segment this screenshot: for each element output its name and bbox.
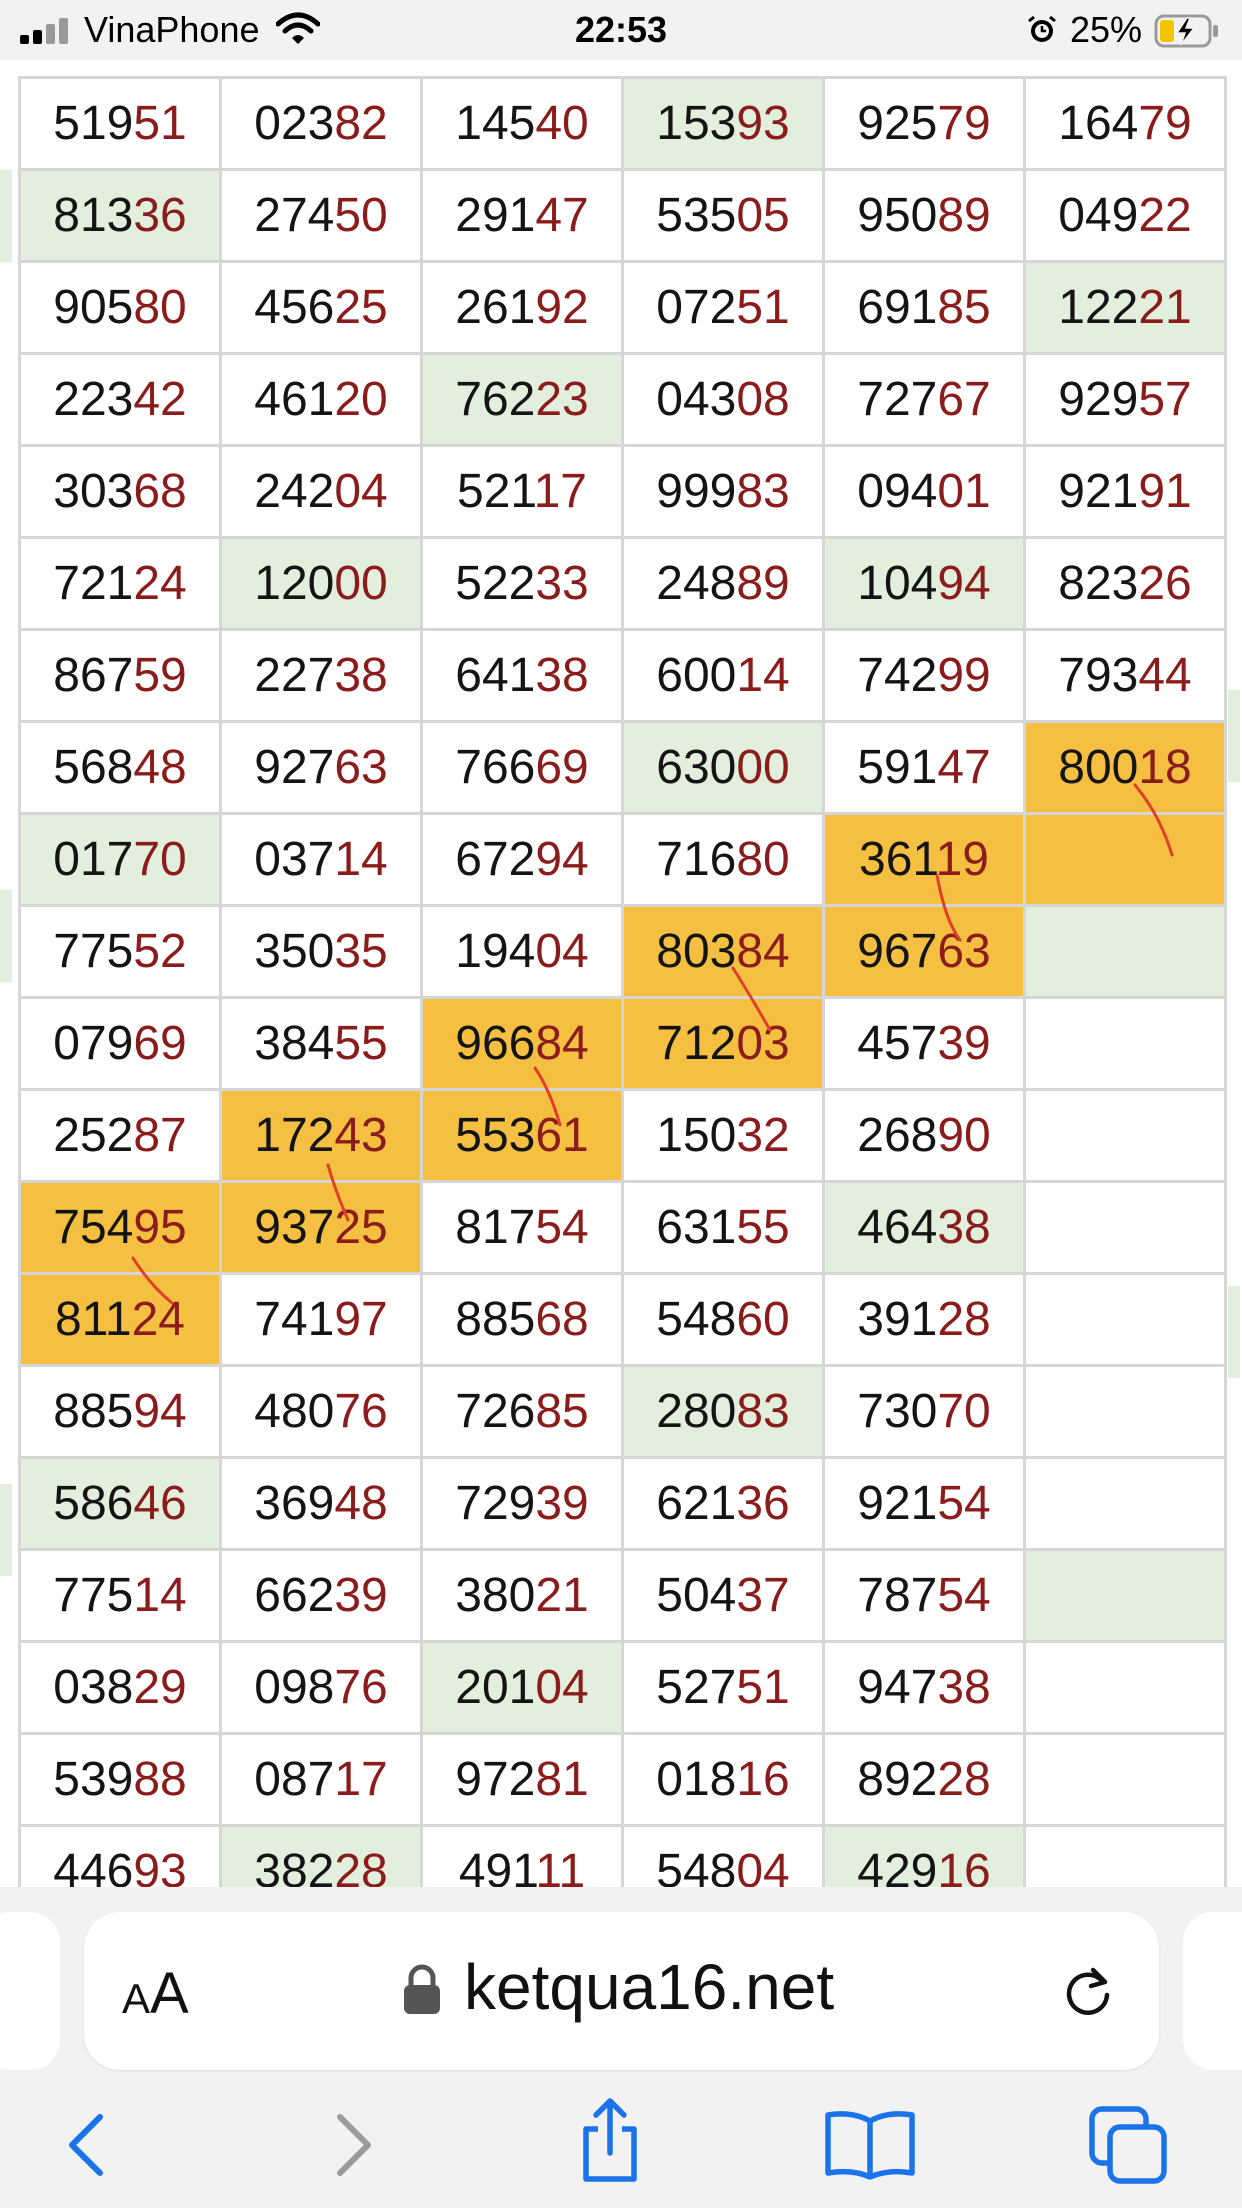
result-cell <box>623 906 824 998</box>
result-number: 54860 <box>656 1293 790 1346</box>
result-number: 51951 <box>53 97 187 150</box>
result-cell <box>1025 1182 1226 1274</box>
result-number: 58646 <box>53 1477 187 1530</box>
result-number: 07251 <box>656 281 790 334</box>
result-cell <box>422 1366 623 1458</box>
result-cell <box>20 170 221 262</box>
result-cell <box>422 1274 623 1366</box>
table-row <box>20 1826 1226 1888</box>
result-number: 72767 <box>857 373 991 426</box>
result-cell <box>824 1826 1025 1888</box>
result-cell <box>221 78 422 170</box>
result-cell <box>422 262 623 354</box>
result-cell <box>1025 1274 1226 1366</box>
result-number: 86759 <box>53 649 187 702</box>
result-cell <box>422 1090 623 1182</box>
result-number: 22342 <box>53 373 187 426</box>
result-number: 74197 <box>254 1293 388 1346</box>
result-number: 49111 <box>458 1845 586 1887</box>
result-number: 38455 <box>254 1017 388 1070</box>
result-cell <box>824 1366 1025 1458</box>
result-cell <box>623 1366 824 1458</box>
table-row <box>20 1550 1226 1642</box>
result-cell <box>20 538 221 630</box>
address-bar[interactable] <box>84 1912 1159 2070</box>
table-row <box>20 78 1226 170</box>
edge-cell-right <box>1228 1286 1240 1378</box>
result-cell <box>221 630 422 722</box>
result-number: 25287 <box>53 1109 187 1162</box>
reload-icon[interactable] <box>1059 1962 1117 2020</box>
share-icon[interactable] <box>570 2095 650 2185</box>
result-number: 27450 <box>254 189 388 242</box>
result-cell <box>1025 170 1226 262</box>
result-cell <box>20 1274 221 1366</box>
result-cell <box>623 538 824 630</box>
result-number: 81336 <box>53 189 187 242</box>
result-cell <box>824 722 1025 814</box>
result-number: 88594 <box>53 1385 187 1438</box>
result-cell <box>20 998 221 1090</box>
table-row <box>20 722 1226 814</box>
result-number: 03829 <box>53 1661 187 1714</box>
lock-icon <box>402 1964 442 2016</box>
result-number: 15032 <box>656 1109 790 1162</box>
result-number: 92957 <box>1058 373 1192 426</box>
edge-cell-left <box>0 890 12 982</box>
result-number: 66239 <box>254 1569 388 1622</box>
edge-cell-left <box>0 1484 12 1576</box>
result-number: 59147 <box>857 741 991 794</box>
result-number: 53505 <box>656 189 790 242</box>
result-cell <box>422 446 623 538</box>
result-number: 28083 <box>656 1385 790 1438</box>
result-number: 45739 <box>857 1017 991 1070</box>
result-cell <box>1025 814 1226 906</box>
result-number: 55361 <box>455 1109 589 1162</box>
result-cell <box>221 1366 422 1458</box>
result-number: 72939 <box>455 1477 589 1530</box>
previous-tab-preview[interactable] <box>0 1912 60 2070</box>
result-cell <box>623 354 824 446</box>
results-table <box>18 76 1227 1887</box>
result-number: 71203 <box>656 1017 790 1070</box>
url-text[interactable]: ketqua16.net <box>464 1951 835 2023</box>
table-row <box>20 354 1226 446</box>
result-cell <box>221 722 422 814</box>
result-cell <box>422 1550 623 1642</box>
result-cell <box>1025 538 1226 630</box>
result-number: 07969 <box>53 1017 187 1070</box>
result-cell <box>623 1090 824 1182</box>
result-number: 14540 <box>455 97 589 150</box>
bookmarks-icon[interactable] <box>822 2109 918 2181</box>
result-cell <box>221 1826 422 1888</box>
result-cell <box>623 630 824 722</box>
result-number: 77514 <box>53 1569 187 1622</box>
result-number: 80018 <box>1058 741 1192 794</box>
result-cell <box>422 1734 623 1826</box>
result-cell <box>824 1550 1025 1642</box>
result-cell <box>1025 906 1226 998</box>
result-number: 76223 <box>455 373 589 426</box>
result-number: 26192 <box>455 281 589 334</box>
result-cell <box>221 906 422 998</box>
tabs-icon[interactable] <box>1086 2103 1172 2189</box>
result-cell <box>20 1550 221 1642</box>
result-cell <box>824 1274 1025 1366</box>
result-number: 79344 <box>1058 649 1192 702</box>
result-number: 88568 <box>455 1293 589 1346</box>
result-cell <box>422 1182 623 1274</box>
table-row <box>20 1642 1226 1734</box>
result-cell <box>824 78 1025 170</box>
result-number: 24204 <box>254 465 388 518</box>
result-cell <box>20 262 221 354</box>
result-cell <box>422 1458 623 1550</box>
result-number: 02382 <box>254 97 388 150</box>
result-number: 54804 <box>656 1845 790 1887</box>
result-number: 89228 <box>857 1753 991 1806</box>
result-number: 09401 <box>857 465 991 518</box>
result-number: 64138 <box>455 649 589 702</box>
result-cell <box>20 1734 221 1826</box>
result-cell <box>221 1734 422 1826</box>
result-number: 30368 <box>53 465 187 518</box>
result-number: 96763 <box>857 925 991 978</box>
result-cell <box>1025 78 1226 170</box>
table-row <box>20 998 1226 1090</box>
result-cell <box>221 538 422 630</box>
result-number: 45625 <box>254 281 388 334</box>
result-number: 72685 <box>455 1385 589 1438</box>
result-cell <box>824 446 1025 538</box>
result-cell <box>824 1642 1025 1734</box>
result-cell <box>422 630 623 722</box>
result-number: 93725 <box>254 1201 388 1254</box>
result-number: 09876 <box>254 1661 388 1714</box>
result-number: 50437 <box>656 1569 790 1622</box>
result-number: 12000 <box>254 557 388 610</box>
result-number: 52117 <box>457 465 587 518</box>
result-cell <box>221 262 422 354</box>
table-row <box>20 1274 1226 1366</box>
result-number: 62136 <box>656 1477 790 1530</box>
result-cell <box>20 906 221 998</box>
table-row <box>20 1090 1226 1182</box>
result-number: 10494 <box>857 557 991 610</box>
result-cell <box>221 170 422 262</box>
result-cell <box>1025 1550 1226 1642</box>
result-cell <box>422 722 623 814</box>
table-row <box>20 1734 1226 1826</box>
result-number: 19404 <box>455 925 589 978</box>
edge-cell-left <box>0 170 12 262</box>
result-cell <box>623 1458 824 1550</box>
result-cell <box>1025 722 1226 814</box>
result-cell <box>20 1182 221 1274</box>
result-cell <box>20 1366 221 1458</box>
result-number: 22738 <box>254 649 388 702</box>
result-number: 20104 <box>455 1661 589 1714</box>
back-icon[interactable] <box>60 2105 110 2185</box>
result-number: 01816 <box>656 1753 790 1806</box>
result-cell <box>623 262 824 354</box>
result-number: 90580 <box>53 281 187 334</box>
result-cell <box>20 1642 221 1734</box>
result-cell <box>20 1458 221 1550</box>
result-number: 52233 <box>455 557 589 610</box>
result-cell <box>422 814 623 906</box>
result-number: 12221 <box>1058 281 1192 334</box>
result-number: 03714 <box>254 833 388 886</box>
result-cell <box>824 262 1025 354</box>
result-cell <box>623 170 824 262</box>
table-row <box>20 538 1226 630</box>
result-number: 94738 <box>857 1661 991 1714</box>
result-cell <box>623 1550 824 1642</box>
result-cell <box>1025 1458 1226 1550</box>
result-number: 15393 <box>656 97 790 150</box>
result-number: 82326 <box>1058 557 1192 610</box>
result-cell <box>623 814 824 906</box>
result-cell <box>824 814 1025 906</box>
table-row <box>20 630 1226 722</box>
result-cell <box>623 722 824 814</box>
result-number: 46120 <box>254 373 388 426</box>
result-number: 92579 <box>857 97 991 150</box>
result-number: 53988 <box>53 1753 187 1806</box>
result-cell <box>1025 1734 1226 1826</box>
result-cell <box>221 1274 422 1366</box>
result-cell <box>1025 1642 1226 1734</box>
result-cell <box>221 998 422 1090</box>
result-number: 97281 <box>455 1753 589 1806</box>
table-row <box>20 262 1226 354</box>
result-number: 17243 <box>254 1109 388 1162</box>
battery-percent: 25% <box>1070 9 1143 50</box>
result-number: 26890 <box>857 1109 991 1162</box>
result-cell <box>824 630 1025 722</box>
battery-charging-icon <box>1154 14 1220 48</box>
result-cell <box>824 1734 1025 1826</box>
result-number: 16479 <box>1058 97 1192 150</box>
result-number: 04922 <box>1058 189 1192 242</box>
result-number: 04308 <box>656 373 790 426</box>
results-table-viewport[interactable] <box>0 60 1242 1887</box>
result-cell <box>221 1642 422 1734</box>
result-cell <box>221 1550 422 1642</box>
status-bar <box>0 0 1242 60</box>
result-cell <box>1025 998 1226 1090</box>
result-cell <box>221 1090 422 1182</box>
result-cell <box>221 814 422 906</box>
result-cell <box>20 78 221 170</box>
result-cell <box>1025 1366 1226 1458</box>
next-tab-preview[interactable] <box>1183 1912 1242 2070</box>
table-row <box>20 446 1226 538</box>
result-number: 38021 <box>455 1569 589 1622</box>
result-number: 73070 <box>857 1385 991 1438</box>
result-cell <box>422 78 623 170</box>
result-number: 42916 <box>857 1845 991 1887</box>
result-number: 96684 <box>455 1017 589 1070</box>
result-number: 69185 <box>857 281 991 334</box>
result-cell <box>221 446 422 538</box>
result-number: 92763 <box>254 741 388 794</box>
result-cell <box>422 998 623 1090</box>
result-cell <box>20 630 221 722</box>
result-number: 29147 <box>455 189 589 242</box>
result-cell <box>623 998 824 1090</box>
result-number: 36948 <box>254 1477 388 1530</box>
result-cell <box>221 354 422 446</box>
result-cell <box>20 354 221 446</box>
result-cell <box>824 354 1025 446</box>
result-number: 81124 <box>55 1293 185 1346</box>
alarm-icon <box>1026 14 1058 46</box>
forward-icon[interactable] <box>330 2105 380 2185</box>
result-number: 63155 <box>656 1201 790 1254</box>
result-number: 76669 <box>455 741 589 794</box>
result-cell <box>1025 1826 1226 1888</box>
result-cell <box>422 1826 623 1888</box>
result-number: 56848 <box>53 741 187 794</box>
result-cell <box>824 170 1025 262</box>
browser-toolbar <box>0 2087 1242 2208</box>
result-cell <box>824 1182 1025 1274</box>
result-number: 35035 <box>254 925 388 978</box>
result-number: 67294 <box>455 833 589 886</box>
result-cell <box>422 354 623 446</box>
result-number: 92191 <box>1058 465 1192 518</box>
result-cell <box>623 1642 824 1734</box>
result-number: 36119 <box>859 833 989 886</box>
result-cell <box>221 1458 422 1550</box>
result-cell <box>20 814 221 906</box>
result-cell <box>1025 262 1226 354</box>
result-number: 08717 <box>254 1753 388 1806</box>
result-number: 63000 <box>656 741 790 794</box>
result-number: 46438 <box>857 1201 991 1254</box>
result-cell <box>1025 630 1226 722</box>
result-number: 48076 <box>254 1385 388 1438</box>
result-number: 78754 <box>857 1569 991 1622</box>
table-row <box>20 1366 1226 1458</box>
result-cell <box>623 1826 824 1888</box>
table-row <box>20 814 1226 906</box>
result-number: 72124 <box>53 557 187 610</box>
result-number: 52751 <box>656 1661 790 1714</box>
result-number: 92154 <box>857 1477 991 1530</box>
result-cell <box>20 722 221 814</box>
result-cell <box>623 1274 824 1366</box>
table-row <box>20 906 1226 998</box>
table-row <box>20 1458 1226 1550</box>
result-number: 81754 <box>455 1201 589 1254</box>
result-cell <box>20 1826 221 1888</box>
result-number: 24889 <box>656 557 790 610</box>
result-number: 95089 <box>857 189 991 242</box>
result-number: 39128 <box>857 1293 991 1346</box>
result-cell <box>20 1090 221 1182</box>
result-cell <box>824 1458 1025 1550</box>
result-cell <box>824 1090 1025 1182</box>
result-cell <box>20 446 221 538</box>
result-cell <box>623 446 824 538</box>
result-number: 74299 <box>857 649 991 702</box>
result-cell <box>422 1642 623 1734</box>
result-number: 01770 <box>53 833 187 886</box>
table-row <box>20 170 1226 262</box>
result-number: 44693 <box>53 1845 187 1887</box>
result-number: 99983 <box>656 465 790 518</box>
result-cell <box>1025 1090 1226 1182</box>
result-number: 80384 <box>656 925 790 978</box>
carrier-name: VinaPhone <box>84 9 260 50</box>
result-cell <box>824 906 1025 998</box>
result-cell <box>824 998 1025 1090</box>
result-cell <box>422 538 623 630</box>
result-cell <box>623 1182 824 1274</box>
result-cell <box>623 1734 824 1826</box>
result-cell <box>1025 446 1226 538</box>
result-number: 77552 <box>53 925 187 978</box>
edge-cell-right <box>1228 690 1240 782</box>
result-number: 38228 <box>254 1845 388 1887</box>
browser-bottom-chrome <box>0 1887 1242 2208</box>
text-size-button[interactable]: AA <box>122 1961 189 2026</box>
clock-time: 22:53 <box>574 9 668 50</box>
result-cell <box>422 906 623 998</box>
result-number: 75495 <box>53 1201 187 1254</box>
result-cell <box>824 538 1025 630</box>
result-cell <box>422 170 623 262</box>
result-cell <box>221 1182 422 1274</box>
result-cell <box>1025 354 1226 446</box>
result-number: 71680 <box>656 833 790 886</box>
result-cell <box>623 78 824 170</box>
table-row <box>20 1182 1226 1274</box>
result-number: 60014 <box>656 649 790 702</box>
